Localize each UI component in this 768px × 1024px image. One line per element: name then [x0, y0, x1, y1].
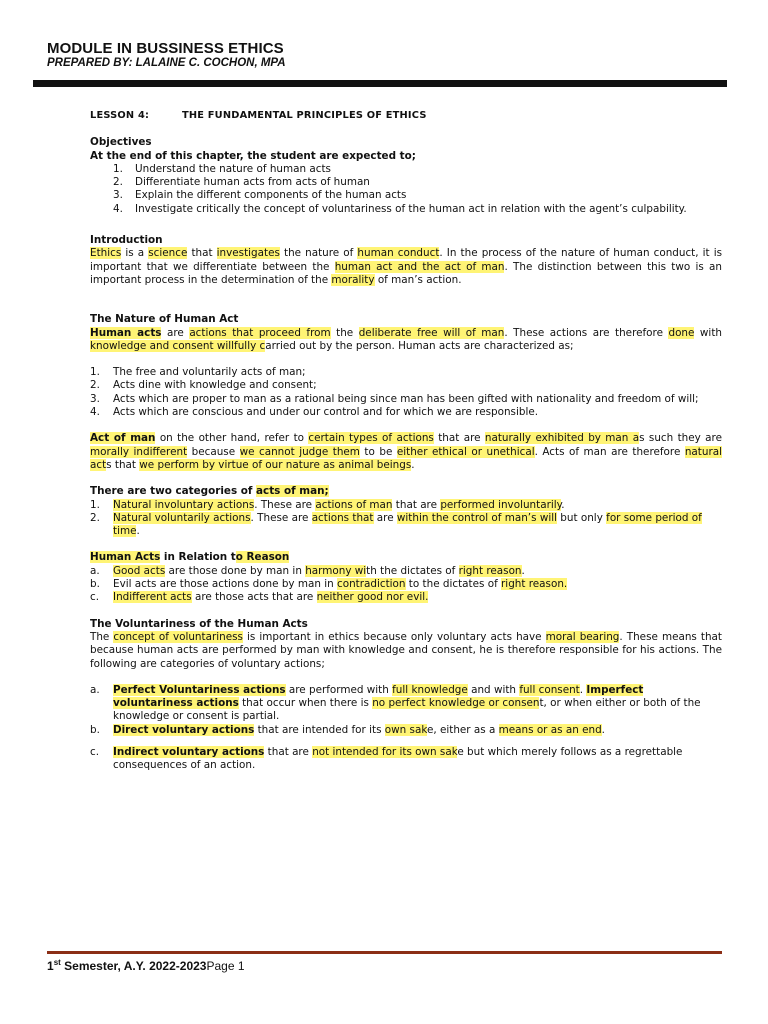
semester-label: 1st Semester, A.Y. 2022-2023 — [47, 958, 207, 973]
list-item: c. Indifferent acts are those acts that are neither good nor evil. — [90, 591, 429, 604]
document-body — [90, 109, 722, 786]
list-item: 1. Natural involuntary actions. These are actions of man that are performed involuntarily. — [90, 498, 565, 511]
introduction-paragraph: Ethics is a science that investigates the nature of human conduct. In the process of the nature of human conduct, it is important that we differentiate between the human act and the act of man. The distinction between this two is an important process in the determination of the morality of man’s action. — [90, 247, 723, 286]
reason-list — [90, 565, 722, 605]
page-label: Page — [206, 959, 238, 973]
objectives-list — [90, 163, 722, 216]
lesson-title: THE FUNDAMENTAL PRINCIPLES OF ETHICS — [182, 110, 427, 121]
list-item: b. Direct voluntary actions that are intended for its own sake, either as a means or as an end. — [90, 723, 605, 736]
header-rule — [33, 80, 727, 87]
categories-heading: There are two categories of acts of man; — [90, 485, 329, 498]
lesson-line — [90, 109, 722, 122]
list-item: a. Good acts are those done by man in harmony with the dictates of right reason. — [90, 564, 525, 577]
act-of-man-paragraph: Act of man on the other hand, refer to certain types of actions that are naturally exhibited by man as such they are morally indifferent because we cannot judge them to be either ethical or unethical. Acts of man are therefore natural acts that we perform by virtue of our nature as animal beings. — [90, 432, 722, 471]
reason-heading: Human Acts in Relation to Reason — [90, 551, 290, 564]
prepared-by: PREPARED BY: LALAINE C. COCHON, MPA — [47, 57, 286, 69]
voluntariness-paragraph: The concept of voluntariness is important in ethics because only voluntary acts have moral bearing. These means that because human acts are performed by man with knowledge and consent, he is therefore responsible for his actions. The following are categories of voluntary actions; — [90, 630, 722, 670]
list-item: 2. Differentiate human acts from acts of human — [113, 176, 370, 189]
voluntariness-heading: The Voluntariness of the Human Acts — [90, 617, 308, 630]
objectives-heading: Objectives — [90, 136, 152, 149]
list-item: 2. Acts dine with knowledge and consent; — [90, 379, 317, 392]
list-item: 2. Natural voluntarily actions. These are actions that are within the control of man’s will but only for some period of time. — [90, 511, 702, 538]
list-item: a. Perfect Voluntariness actions are performed with full knowledge and with full consent. Imperfect voluntariness actions that occur when there is no perfect knowledge or consent, or when either or both of the knowledge or consent is partial. — [90, 683, 701, 723]
list-item: 3. Acts which are proper to man as a rational being since man has been gifted with nationality and freedom of will; — [90, 392, 699, 405]
introduction-heading: Introduction — [90, 234, 163, 247]
list-item: 4. Investigate critically the concept of voluntariness of the human act in relation with the agent’s culpability. — [113, 202, 687, 215]
lesson-number: LESSON 4: — [90, 110, 150, 121]
footer-rule — [47, 951, 722, 954]
human-acts-paragraph: Human acts are actions that proceed from the deliberate free will of man. These actions are therefore done with knowledge and consent willfully carried out by the person. Human acts are characterized as; — [90, 326, 722, 352]
objectives-intro: At the end of this chapter, the student are expected to; — [90, 149, 416, 162]
list-item: 3. Explain the different components of the human acts — [113, 189, 407, 202]
list-item: 1. The free and voluntarily acts of man; — [90, 366, 306, 379]
nature-heading: The Nature of Human Act — [90, 313, 239, 326]
human-acts-characteristics — [90, 366, 722, 419]
list-item: b. Evil acts are those actions done by man in contradiction to the dictates of right reason. — [90, 578, 568, 591]
module-title: MODULE IN BUSSINESS ETHICS — [47, 40, 284, 57]
categories-list — [90, 499, 722, 539]
list-item: c. Indirect voluntary actions that are not intended for its own sake but which merely follows as a regrettable consequences of an action. — [90, 745, 683, 772]
list-item: 4. Acts which are conscious and under our control and for which we are responsible. — [90, 406, 539, 419]
page-number: 1 — [237, 959, 245, 973]
page-footer — [47, 958, 245, 973]
list-item: 1. Understand the nature of human acts — [113, 162, 331, 175]
voluntary-actions-list — [90, 684, 722, 773]
